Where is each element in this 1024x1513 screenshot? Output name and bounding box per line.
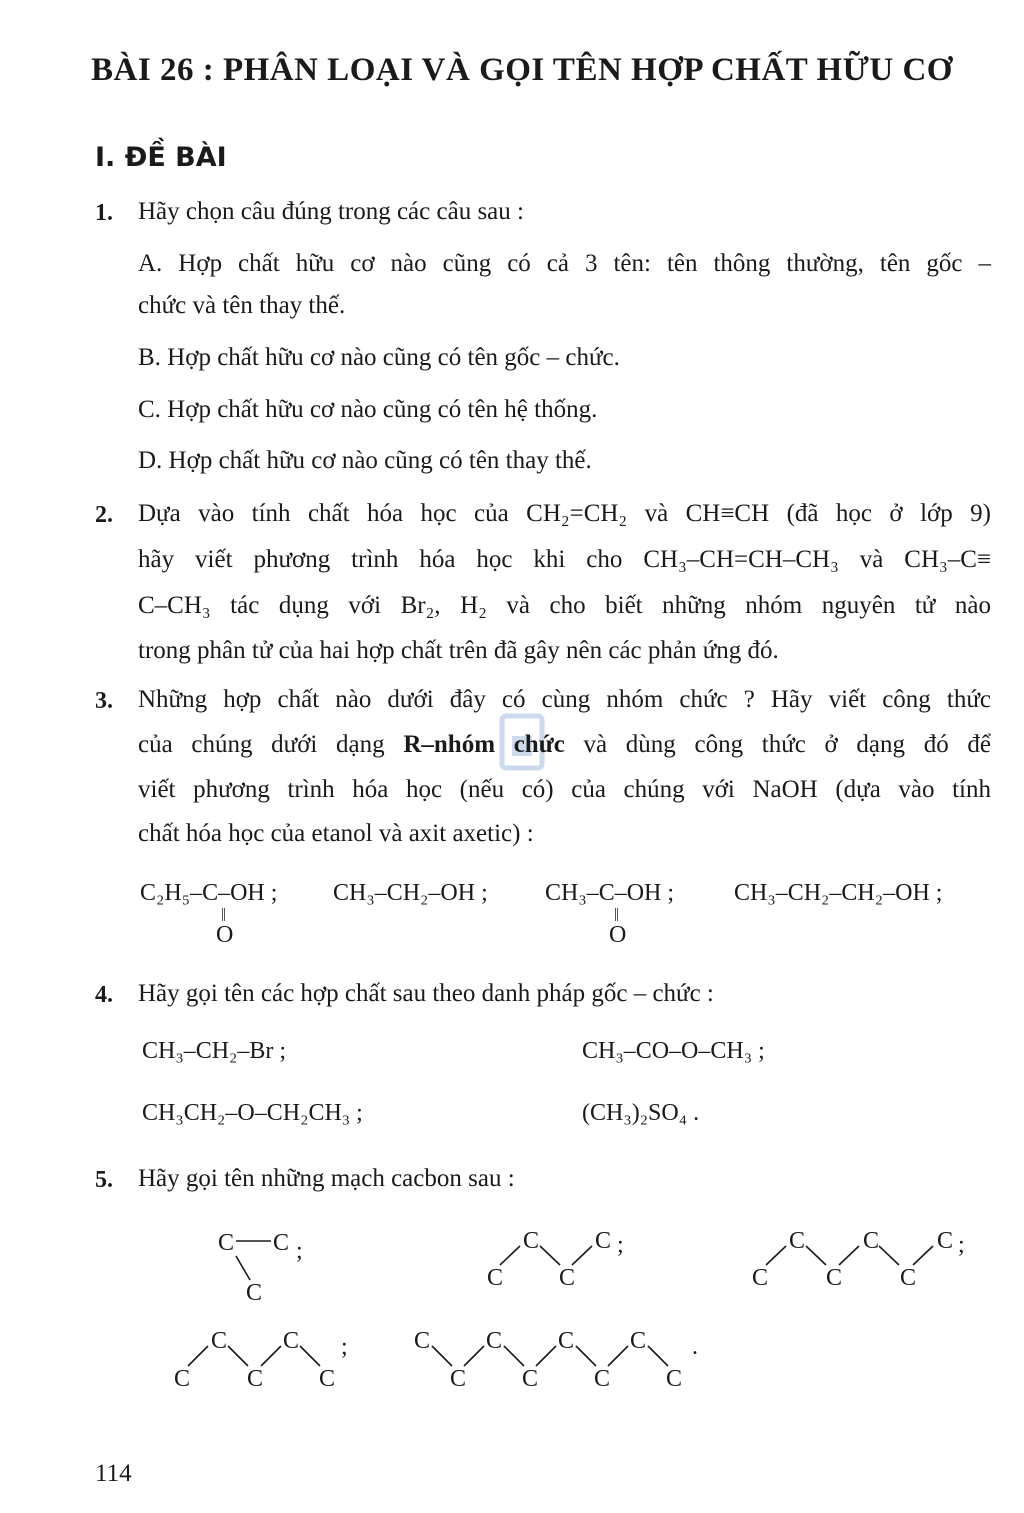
formula-methyl-acetate: CH₃–CO–O–CH₃ ; [582, 1038, 765, 1064]
question-1-number: 1. [95, 200, 113, 226]
carbon-chain-5 [414, 1328, 698, 1392]
c-atom: C [486, 1328, 503, 1354]
question-3-line-4: chất hóa học của etanol và axit axetic) : [138, 820, 534, 847]
question-2-number: 2. [95, 502, 113, 528]
c-atom: C [523, 1228, 540, 1254]
formula-propanol: CH₃–CH₂–CH₂–OH ; [734, 880, 943, 906]
question-4-number: 4. [95, 982, 113, 1008]
lesson-title: BÀI 26 : PHÂN LOẠI VÀ GỌI TÊN HỢP CHẤT HỮU CƠ [91, 52, 953, 88]
c-atom: C [937, 1228, 954, 1254]
carbonyl-oxygen-2: O [609, 922, 627, 948]
question-2-line-4: trong phân tử của hai hợp chất trên đã gây nên các phản ứng đó. [138, 637, 779, 664]
separator: ; [958, 1232, 965, 1258]
c-atom: C [559, 1265, 576, 1291]
separator: ; [341, 1334, 348, 1360]
double-bond-1: || [221, 906, 226, 922]
c-atom: C [789, 1228, 806, 1254]
question-2-line-2: hãy viết phương trình hóa học khi cho CH₃–CH=CH–CH₃ và CH₃–C≡ [138, 546, 991, 573]
carbonyl-oxygen-1: O [216, 922, 234, 948]
c-atom: C [319, 1366, 336, 1392]
carbon-chain-3 [752, 1228, 965, 1291]
question-1-option-c: C. Hợp chất hữu cơ nào cũng có tên hệ thống. [138, 396, 598, 423]
section-heading: I. ĐỀ BÀI [95, 142, 227, 173]
c-atom: C [273, 1230, 290, 1256]
end-mark: . [692, 1334, 698, 1360]
separator: ; [617, 1232, 624, 1258]
formula-diethyl-ether: CH₃CH₂–O–CH₂CH₃ ; [142, 1100, 363, 1126]
question-3-line-3: viết phương trình hóa học (nếu có) của chúng với NaOH (dựa vào tính [138, 776, 991, 803]
c-atom: C [900, 1265, 917, 1291]
r-functional-group-term: R–nhóm chức [403, 731, 565, 758]
c-atom: C [218, 1230, 235, 1256]
c-atom: C [752, 1265, 769, 1291]
page-number: 114 [95, 1460, 132, 1487]
c-atom: C [174, 1366, 191, 1392]
formula-acetic-acid: CH₃–C–OH ; [545, 880, 675, 906]
question-1-option-d: D. Hợp chất hữu cơ nào cũng có tên thay thế. [138, 447, 592, 474]
question-3-number: 3. [95, 688, 113, 714]
c-atom: C [450, 1366, 467, 1392]
c-atom: C [414, 1328, 431, 1354]
question-5-stem: Hãy gọi tên những mạch cacbon sau : [138, 1165, 515, 1192]
carbon-chain-4 [174, 1328, 348, 1392]
question-5-number: 5. [95, 1167, 113, 1193]
c-atom: C [630, 1328, 647, 1354]
question-3-line-2: của chúng dưới dạng R–nhóm chức và dùng công thức ở dạng đó để [138, 731, 991, 758]
c-atom: C [595, 1228, 612, 1254]
question-1-option-b: B. Hợp chất hữu cơ nào cũng có tên gốc – chức. [138, 344, 620, 371]
c-atom: C [283, 1328, 300, 1354]
c-atom: C [863, 1228, 880, 1254]
carbon-chain-2 [487, 1228, 624, 1291]
formula-propanoic-acid: C₂H₅–C–OH ; [140, 880, 278, 906]
question-1-stem: Hãy chọn câu đúng trong các câu sau : [138, 198, 524, 225]
question-1-option-a-line-1: A. Hợp chất hữu cơ nào cũng có cả 3 tên: tên thông thường, tên gốc – [138, 250, 991, 277]
question-3-line-1: Những hợp chất nào dưới đây có cùng nhóm chức ? Hãy viết công thức [138, 686, 991, 713]
c-atom: C [247, 1366, 264, 1392]
question-2-line-3: C–CH₃ tác dụng với Br₂, H₂ và cho biết những nhóm nguyên tử nào [138, 592, 991, 619]
carbon-chain-diagrams [0, 1210, 1024, 1410]
c-atom: C [826, 1265, 843, 1291]
c-atom: C [594, 1366, 611, 1392]
c-atom: C [487, 1265, 504, 1291]
c-atom: C [246, 1280, 263, 1306]
formula-dimethyl-sulfate: (CH₃)₂SO₄ . [582, 1100, 700, 1126]
c-atom: C [211, 1328, 228, 1354]
question-2-line-1: Dựa vào tính chất hóa học của CH₂=CH₂ và CH≡CH (đã học ở lớp 9) [138, 500, 991, 527]
c-atom: C [666, 1366, 683, 1392]
formula-ethanol: CH₃–CH₂–OH ; [333, 880, 488, 906]
c-atom: C [558, 1328, 575, 1354]
double-bond-2: || [614, 906, 619, 922]
separator: ; [296, 1238, 303, 1264]
c-atom: C [522, 1366, 539, 1392]
question-4-stem: Hãy gọi tên các hợp chất sau theo danh pháp gốc – chức : [138, 980, 714, 1007]
carbon-chain-1 [218, 1230, 303, 1306]
formula-ethyl-bromide: CH₃–CH₂–Br ; [142, 1038, 287, 1064]
question-1-option-a-line-2: chức và tên thay thế. [138, 292, 346, 319]
